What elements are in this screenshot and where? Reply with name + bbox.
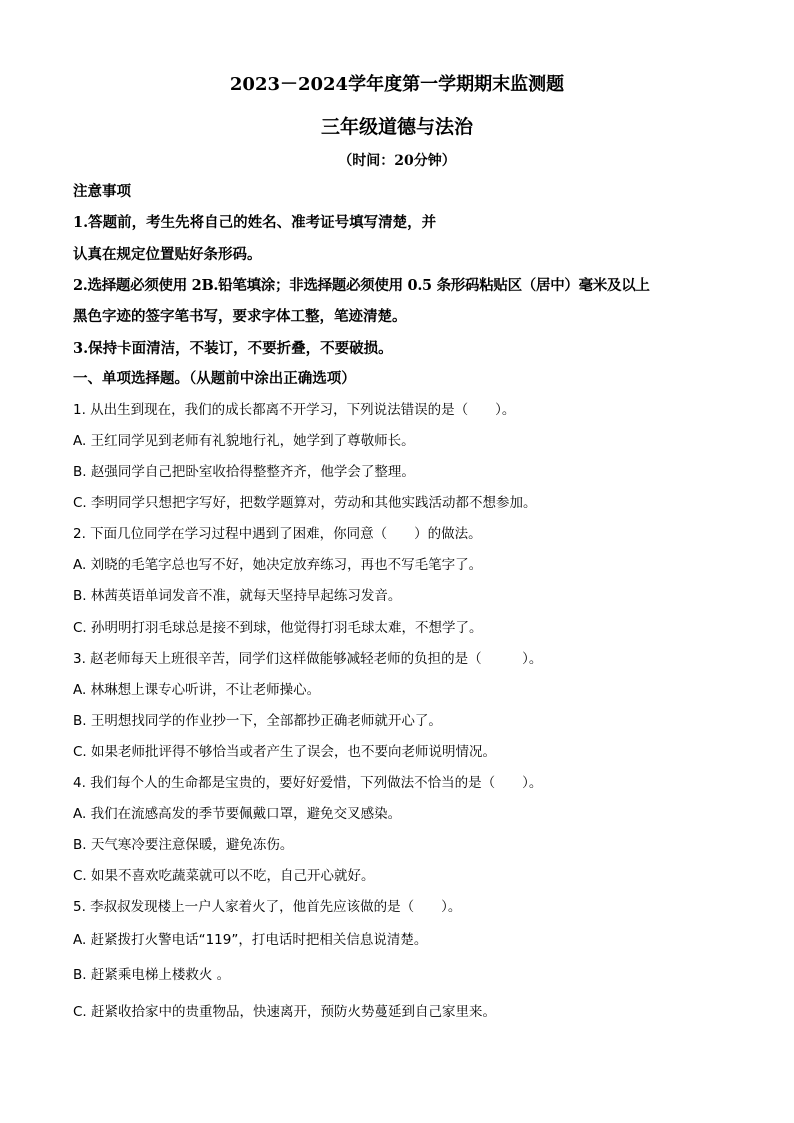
- notice-item-1-line-1: 1.答题前，考生先将自己的姓名、准考证号填写清楚，并: [73, 214, 437, 231]
- notice-item-2-line-2: 黑色字迹的签字笔书写，要求字体工整，笔迹清楚。: [73, 308, 407, 325]
- question-3-stem: 3. 赵老师每天上班很辛苦，同学们这样做能够减轻老师的负担的是（ ）。: [73, 651, 543, 667]
- question-2-stem: 2. 下面几位同学在学习过程中遇到了困难，你同意（ ）的做法。: [73, 526, 482, 542]
- question-2-option-b: B. 林茜英语单词发音不准，就每天坚持早起练习发音。: [73, 588, 402, 604]
- question-2-option-c: C. 孙明明打羽毛球总是接不到球，他觉得打羽毛球太难，不想学了。: [73, 620, 483, 636]
- question-3-option-b: B. 王明想找同学的作业抄一下，全部都抄正确老师就开心了。: [73, 713, 442, 729]
- notice-item-1-line-2: 认真在规定位置贴好条形码。: [73, 246, 262, 263]
- question-1-option-a: A. 王红同学见到老师有礼貌地行礼，她学到了尊敬师长。: [73, 433, 415, 449]
- question-4-stem: 4. 我们每个人的生命都是宝贵的，要好好爱惜，下列做法不恰当的是（ ）。: [73, 775, 543, 791]
- question-2-option-a: A. 刘晓的毛笔字总也写不好，她决定放弃练习，再也不写毛笔字了。: [73, 557, 483, 573]
- section-heading: 一、单项选择题。（从题前中涂出正确选项）: [73, 370, 356, 387]
- notice-item-2-line-1: 2.选择题必须使用 2B.铅笔填涂；非选择题必须使用 0.5 条形码粘贴区（居中）毫米及以上: [73, 277, 650, 294]
- exam-time: （时间：20分钟）: [338, 153, 456, 169]
- question-5-option-a: A. 赶紧拨打火警电话“119”，打电话时把相关信息说清楚。: [73, 932, 428, 948]
- question-4-option-a: A. 我们在流感高发的季节要佩戴口罩，避免交叉感染。: [73, 806, 402, 822]
- question-1-stem: 1. 从出生到现在，我们的成长都离不开学习，下列说法错误的是（ ）。: [73, 402, 516, 418]
- question-5-option-c: C. 赶紧收拾家中的贵重物品，快速离开，预防火势蔓延到自己家里来。: [73, 1004, 497, 1020]
- notice-item-3: 3.保持卡面清洁，不装订，不要折叠，不要破损。: [73, 340, 393, 357]
- question-1-option-b: B. 赵强同学自己把卧室收拾得整整齐齐，他学会了整理。: [73, 464, 415, 480]
- exam-subject: 三年级道德与法治: [320, 116, 473, 138]
- question-3-option-c: C. 如果老师批评得不够恰当或者产生了误会，也不要向老师说明情况。: [73, 744, 497, 760]
- question-1-option-c: C. 李明同学只想把字写好，把数学题算对，劳动和其他实践活动都不想参加。: [73, 495, 537, 511]
- exam-title: 2023－2024学年度第一学期期末监测题: [229, 74, 565, 95]
- question-3-option-a: A. 林琳想上课专心听讲，不让老师操心。: [73, 682, 321, 698]
- question-5-option-b: B. 赶紧乘电梯上楼救火 。: [73, 967, 231, 983]
- question-5-stem: 5. 李叔叔发现楼上一户人家着火了，他首先应该做的是（ ）。: [73, 899, 462, 915]
- question-4-option-b: B. 天气寒冷要注意保暖，避免冻伤。: [73, 837, 294, 853]
- notice-heading: 注意事项: [73, 183, 131, 200]
- question-4-option-c: C. 如果不喜欢吃蔬菜就可以不吃，自己开心就好。: [73, 868, 375, 884]
